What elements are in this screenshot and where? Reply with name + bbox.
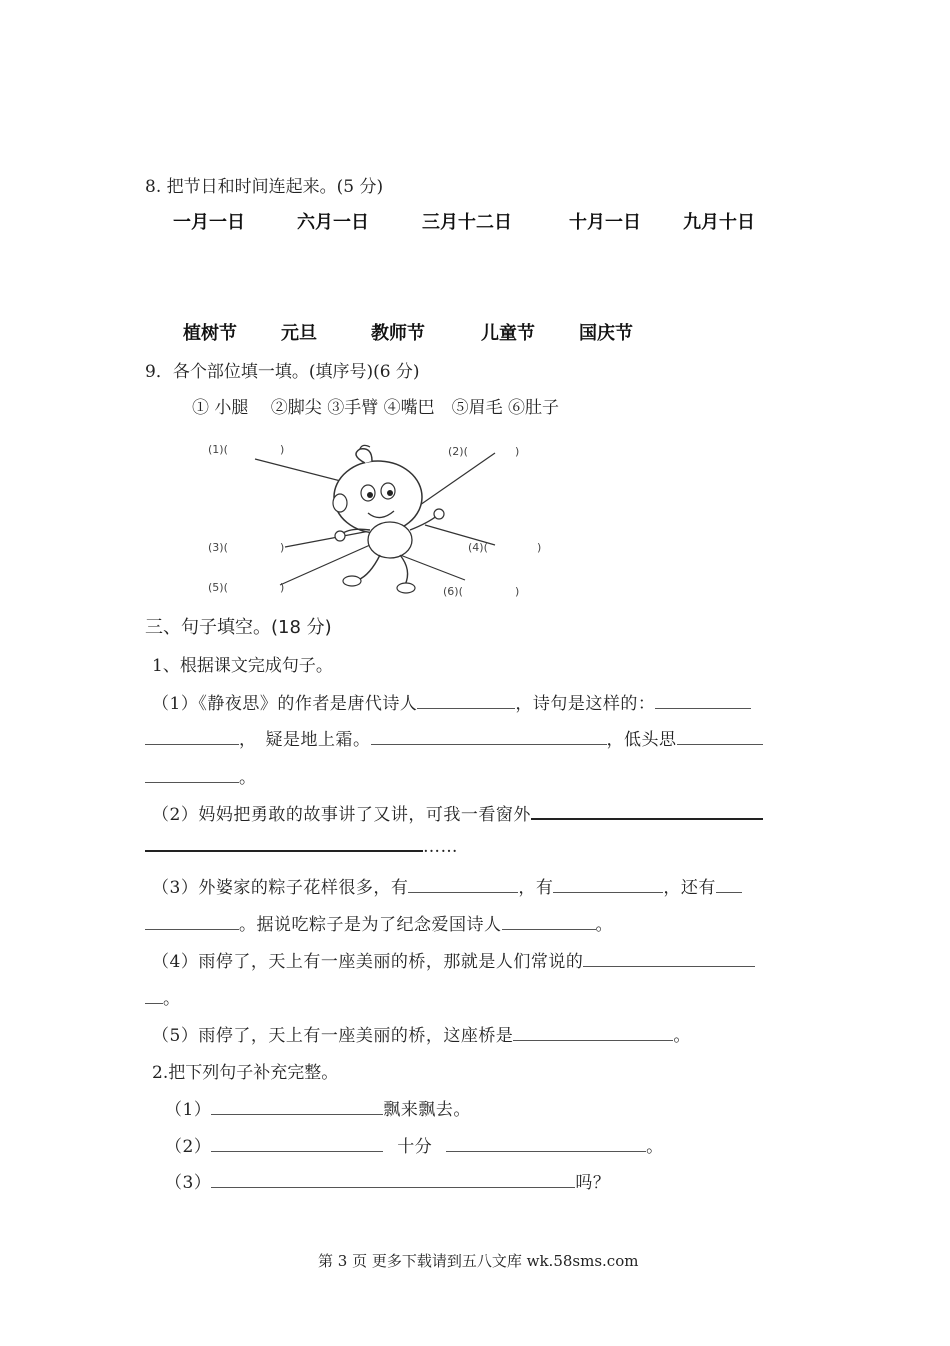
s1-text-b: ，诗句是这样的： <box>515 694 656 714</box>
blank-zongzi-2[interactable] <box>553 876 663 893</box>
blank-window-b[interactable] <box>145 834 423 852</box>
blank-poet[interactable] <box>417 692 515 709</box>
s1-text-a: （1）《静夜思》的作者是唐代诗人 <box>152 694 418 714</box>
q9-title: 9．各个部位填一填。(填序号)(6 分) <box>145 362 420 382</box>
s1-line1 <box>152 689 751 714</box>
q8-title: 8. 把节日和时间连起来。(5 分) <box>145 177 384 197</box>
blank-shifen-b[interactable] <box>446 1135 646 1152</box>
c3-text: 吗？ <box>575 1173 611 1193</box>
fig-label-4-open: (4)( <box>468 541 488 554</box>
s4-text-a: （4）雨停了，天上有一座美丽的桥，那就是人们常说的 <box>152 952 584 972</box>
cartoon-child-illustration <box>200 435 560 605</box>
c1-text: 飘来飘去。 <box>383 1100 471 1120</box>
blank-poem-line1[interactable] <box>655 692 751 709</box>
s4-text-b: 。 <box>163 989 181 1009</box>
blank-patriot-poet[interactable] <box>502 913 596 930</box>
s1-line3 <box>145 763 257 788</box>
fig-label-5-close: ) <box>280 581 285 594</box>
s3-text-c: ，还有 <box>663 878 716 898</box>
fig-label-2-close: ) <box>515 445 520 458</box>
c2-line <box>165 1132 664 1157</box>
fig-label-3-close: ) <box>280 541 285 554</box>
s2-text-a: （2）妈妈把勇敢的故事讲了又讲，可我一看窗外 <box>152 805 531 825</box>
s4-line2 <box>145 984 181 1009</box>
fig-label-1-close: ) <box>280 443 285 456</box>
s1-text-e: 。 <box>239 768 257 788</box>
festival-4: 儿童节 <box>481 323 535 344</box>
s1-line2 <box>145 725 763 750</box>
festival-2: 元旦 <box>281 323 317 344</box>
blank-shifen-a[interactable] <box>211 1135 383 1152</box>
blank-zongzi-1[interactable] <box>408 876 518 893</box>
festival-3: 教师节 <box>371 323 425 344</box>
s2-line2 <box>145 834 458 857</box>
date-3: 三月十二日 <box>422 212 512 233</box>
blank-poem-line4[interactable] <box>677 728 763 745</box>
blank-bridge-name[interactable] <box>583 950 755 967</box>
blank-bridge-name-b[interactable] <box>145 987 163 1004</box>
section3-sub2: 2.把下列句子补充完整。 <box>152 1063 339 1083</box>
date-4: 十月一日 <box>569 212 641 233</box>
q9-options: ① 小腿 ②脚尖 ③手臂 ④嘴巴 ⑤眉毛 ⑥肚子 <box>192 398 560 418</box>
fig-label-4-close: ) <box>537 541 542 554</box>
blank-window[interactable] <box>531 802 763 820</box>
s3-line1 <box>152 873 742 898</box>
blank-floating[interactable] <box>211 1098 383 1115</box>
s2-line1 <box>152 800 763 825</box>
date-2: 六月一日 <box>297 212 369 233</box>
page-footer: 第 3 页 更多下载请到五八文库 wk.58sms.com <box>318 1252 639 1270</box>
c2-end: 。 <box>646 1137 664 1157</box>
festival-5: 国庆节 <box>579 323 633 344</box>
s5-line1 <box>152 1021 691 1046</box>
fig-label-1-open: (1)( <box>208 443 228 456</box>
fig-label-5-open: (5)( <box>208 581 228 594</box>
s1-text-c: ， 疑是地上霜。 <box>239 730 371 750</box>
c1-line <box>165 1095 471 1120</box>
fig-label-6-close: ) <box>515 585 520 598</box>
fig-label-3-open: (3)( <box>208 541 228 554</box>
date-1: 一月一日 <box>173 212 245 233</box>
fig-label-6-open: (6)( <box>443 585 463 598</box>
date-5: 九月十日 <box>683 212 755 233</box>
festival-1: 植树节 <box>183 323 237 344</box>
s5-text-b: 。 <box>673 1026 691 1046</box>
blank-poem-line1b[interactable] <box>145 728 239 745</box>
blank-bridge-is[interactable] <box>513 1024 673 1041</box>
s1-text-d: ，低头思 <box>606 730 677 750</box>
c2-num: （2） <box>165 1137 212 1157</box>
blank-zongzi-3[interactable] <box>716 876 742 893</box>
section3-title: 三、句子填空。(18 分) <box>145 617 332 638</box>
s3-line2 <box>145 910 613 935</box>
blank-poem-line3[interactable] <box>371 728 607 745</box>
c3-line <box>165 1168 610 1193</box>
blank-question[interactable] <box>211 1171 575 1188</box>
s3-text-d: 。据说吃粽子是为了纪念爱国诗人 <box>239 915 502 935</box>
s4-line1 <box>152 947 755 972</box>
s2-text-b: …… <box>423 837 458 857</box>
fig-label-2-open: (2)( <box>448 445 468 458</box>
section3-sub1: 1、根据课文完成句子。 <box>152 656 333 676</box>
s3-text-b: ，有 <box>518 878 554 898</box>
s3-text-e: 。 <box>595 915 613 935</box>
s3-text-a: （3）外婆家的粽子花样很多，有 <box>152 878 409 898</box>
c3-num: （3） <box>165 1173 212 1193</box>
c1-num: （1） <box>165 1100 212 1120</box>
body-parts-figure <box>200 435 560 605</box>
blank-poem-line4b[interactable] <box>145 766 239 783</box>
blank-zongzi-3b[interactable] <box>145 913 239 930</box>
c2-text: 十分 <box>397 1137 433 1157</box>
s5-text-a: （5）雨停了，天上有一座美丽的桥，这座桥是 <box>152 1026 514 1046</box>
